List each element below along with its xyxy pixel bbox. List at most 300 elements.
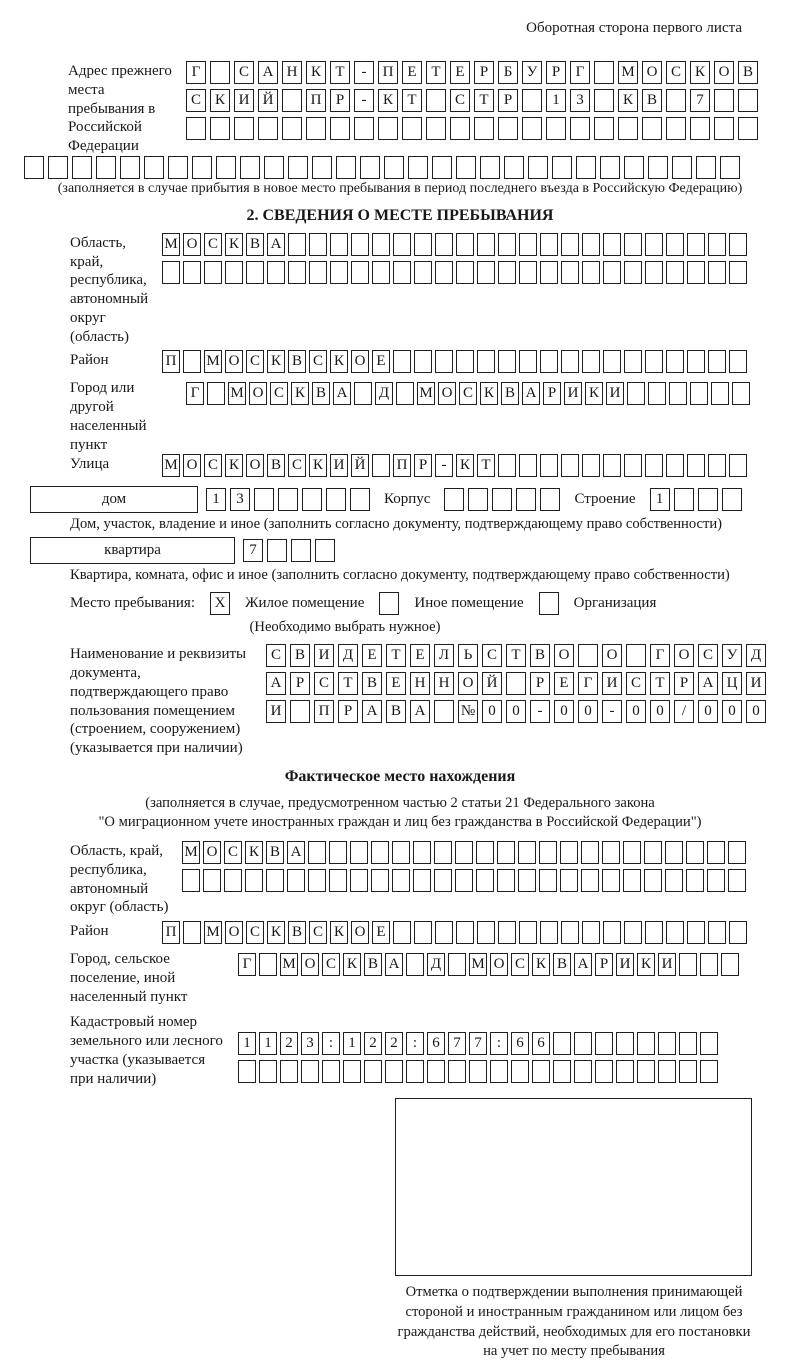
char-cell	[414, 921, 432, 944]
char-cell: П	[162, 350, 180, 373]
char-cell: Д	[338, 644, 358, 667]
char-cell	[561, 261, 579, 284]
stamp-caption: Отметка о подтверждении выполнения принимающей стороной и иностранным гражданином или лицом без гражданства действий, необходимых для его постановки на учет по месту пребывания	[397, 1284, 751, 1360]
char-cell: У	[522, 61, 542, 84]
char-cell: Т	[474, 89, 494, 112]
char-cell: П	[378, 61, 398, 84]
char-cell	[434, 841, 452, 864]
char-cell	[729, 261, 747, 284]
char-cell: К	[267, 921, 285, 944]
char-cell	[282, 89, 302, 112]
char-cell	[594, 117, 614, 140]
char-cell	[480, 156, 500, 179]
char-cell: Р	[674, 672, 694, 695]
actual-location-title: Фактическое место нахождения	[284, 767, 516, 785]
char-cell-row	[444, 488, 560, 511]
char-cell	[519, 233, 537, 256]
char-cell: В	[364, 953, 382, 976]
char-cell	[532, 1060, 550, 1083]
char-cell-row	[243, 539, 335, 562]
char-cell: Е	[372, 921, 390, 944]
char-cell: Г	[186, 382, 204, 405]
actual-city-label: Город, сельское поселение, иной населенный пункт	[70, 951, 188, 1005]
char-cell: О	[183, 233, 201, 256]
char-cell	[183, 350, 201, 373]
char-cell	[674, 488, 694, 511]
char-cell: П	[162, 921, 180, 944]
street-label: Улица	[70, 456, 110, 473]
document-label: Наименование и реквизиты документа, подтверждающего право пользования помещением (строением, сооружением) (указывается при наличии)	[70, 646, 247, 756]
char-cell	[666, 89, 686, 112]
char-cell	[96, 156, 116, 179]
char-cell: 6	[511, 1032, 529, 1055]
house-note: Дом, участок, владение и иное (заполнить согласно документу, подтверждающему право собственности)	[70, 516, 723, 533]
char-cell: 3	[301, 1032, 319, 1055]
char-cell	[666, 261, 684, 284]
char-cell: И	[606, 382, 624, 405]
city-field	[70, 378, 800, 454]
char-cell-row	[162, 261, 747, 284]
char-cell	[477, 921, 495, 944]
section2-title: 2. СВЕДЕНИЯ О МЕСТЕ ПРЕБЫВАНИЯ	[246, 206, 554, 224]
char-cell	[729, 350, 747, 373]
street-field	[70, 454, 800, 482]
char-cell	[498, 921, 516, 944]
char-cell	[722, 488, 742, 511]
char-cell: А	[385, 953, 403, 976]
char-cell	[287, 869, 305, 892]
char-cell-row	[186, 382, 750, 405]
char-cell: А	[410, 700, 430, 723]
region-label: Область, край, республика, автономный округ (область)	[70, 234, 149, 345]
char-cell	[384, 156, 404, 179]
char-cell-row	[162, 454, 747, 477]
char-cell	[528, 156, 548, 179]
char-cell: -	[354, 89, 374, 112]
char-cell	[432, 156, 452, 179]
char-cell-row	[238, 1060, 718, 1083]
char-cell	[679, 1060, 697, 1083]
char-cell	[372, 261, 390, 284]
char-cell	[637, 1032, 655, 1055]
char-cell	[582, 233, 600, 256]
char-cell: Д	[427, 953, 445, 976]
char-cell	[240, 156, 260, 179]
char-cell: М	[228, 382, 246, 405]
char-cell	[414, 233, 432, 256]
char-cell: О	[490, 953, 508, 976]
char-cell	[714, 117, 734, 140]
char-cell	[385, 1060, 403, 1083]
char-cell	[539, 869, 557, 892]
char-cell	[455, 841, 473, 864]
char-cell	[378, 117, 398, 140]
char-cell-row	[186, 117, 758, 140]
char-cell: Е	[362, 644, 382, 667]
char-cell: Т	[426, 61, 446, 84]
char-cell: Т	[477, 454, 495, 477]
char-cell	[665, 841, 683, 864]
char-cell: Е	[450, 61, 470, 84]
char-cell-row	[266, 672, 766, 695]
char-cell: И	[602, 672, 622, 695]
char-cell-row	[238, 1032, 718, 1055]
char-cell: Т	[386, 644, 406, 667]
char-cell	[302, 488, 322, 511]
char-cell	[434, 700, 454, 723]
char-cell: С	[482, 644, 502, 667]
char-cell	[308, 841, 326, 864]
char-cell	[291, 539, 311, 562]
char-cell	[210, 61, 230, 84]
char-cell: Р	[414, 454, 432, 477]
char-cell: К	[343, 953, 361, 976]
char-cell: Р	[474, 61, 494, 84]
char-cell: К	[225, 233, 243, 256]
cadastre-label: Кадастровый номер земельного или лесного участка (указывается при наличии)	[70, 1014, 223, 1087]
char-cell: К	[637, 953, 655, 976]
char-cell: 7	[469, 1032, 487, 1055]
char-cell	[645, 454, 663, 477]
checkbox-organization	[539, 592, 559, 615]
char-cell	[350, 841, 368, 864]
char-cell	[602, 869, 620, 892]
char-cell: 0	[722, 700, 742, 723]
char-cell: 0	[650, 700, 670, 723]
char-cell: Е	[402, 61, 422, 84]
char-cell	[497, 841, 515, 864]
char-cell	[234, 117, 254, 140]
char-cell	[561, 921, 579, 944]
char-cell	[624, 350, 642, 373]
char-cell: О	[249, 382, 267, 405]
char-cell: А	[287, 841, 305, 864]
char-cell: О	[554, 644, 574, 667]
char-cell	[708, 233, 726, 256]
char-cell	[603, 454, 621, 477]
char-cell	[120, 156, 140, 179]
char-cell	[48, 156, 68, 179]
char-cell	[576, 156, 596, 179]
char-cell	[687, 233, 705, 256]
prev-address-note: (заполняется в случае прибытия в новое место пребывания в период последнего въезда в Российскую Федерацию)	[57, 180, 743, 196]
char-cell	[168, 156, 188, 179]
char-cell	[540, 261, 558, 284]
char-cell	[700, 953, 718, 976]
char-cell: 1	[343, 1032, 361, 1055]
char-cell	[616, 1032, 634, 1055]
char-cell	[595, 1060, 613, 1083]
char-cell: Н	[282, 61, 302, 84]
char-cell: К	[330, 350, 348, 373]
char-cell: К	[245, 841, 263, 864]
char-cell: О	[246, 454, 264, 477]
char-cell: Г	[238, 953, 256, 976]
char-cell: Н	[410, 672, 430, 695]
char-cell: В	[501, 382, 519, 405]
char-cell: О	[225, 921, 243, 944]
char-cell	[427, 1060, 445, 1083]
char-cell: В	[290, 644, 310, 667]
char-cell: О	[351, 350, 369, 373]
char-cell: 1	[546, 89, 566, 112]
char-cell: Й	[351, 454, 369, 477]
char-cell: Й	[258, 89, 278, 112]
char-cell-row	[162, 233, 747, 256]
char-cell	[309, 233, 327, 256]
actual-city-field	[70, 949, 800, 1006]
char-cell: 0	[554, 700, 574, 723]
char-cell	[435, 261, 453, 284]
char-cell	[456, 233, 474, 256]
char-cell	[360, 156, 380, 179]
char-cell: М	[204, 350, 222, 373]
char-cell: С	[288, 454, 306, 477]
stay-type-note: (Необходимо выбрать нужное)	[249, 619, 441, 636]
char-cell	[666, 350, 684, 373]
char-cell: С	[626, 672, 646, 695]
char-cell	[637, 1060, 655, 1083]
char-cell	[301, 1060, 319, 1083]
char-cell	[707, 841, 725, 864]
char-cell	[698, 488, 718, 511]
char-cell: :	[406, 1032, 424, 1055]
char-cell-row	[24, 156, 800, 179]
char-cell	[582, 921, 600, 944]
char-cell	[644, 869, 662, 892]
char-cell	[540, 488, 560, 511]
char-cell	[498, 350, 516, 373]
char-cell	[322, 1060, 340, 1083]
char-cell: А	[258, 61, 278, 84]
char-cell	[600, 156, 620, 179]
char-cell: М	[162, 233, 180, 256]
char-cell	[511, 1060, 529, 1083]
char-cell	[435, 350, 453, 373]
char-cell	[594, 61, 614, 84]
char-cell	[497, 869, 515, 892]
char-cell: Е	[410, 644, 430, 667]
char-cell: И	[658, 953, 676, 976]
char-cell	[516, 488, 536, 511]
char-cell	[455, 869, 473, 892]
char-cell	[350, 869, 368, 892]
char-cell	[456, 261, 474, 284]
char-cell	[553, 1032, 571, 1055]
char-cell	[330, 233, 348, 256]
char-cell	[666, 454, 684, 477]
char-cell: В	[642, 89, 662, 112]
char-cell: А	[333, 382, 351, 405]
char-cell	[474, 117, 494, 140]
char-cell: Т	[338, 672, 358, 695]
char-cell	[728, 841, 746, 864]
char-cell	[686, 841, 704, 864]
char-cell	[623, 841, 641, 864]
char-cell	[603, 233, 621, 256]
option-label-organization: Организация	[573, 595, 657, 612]
char-cell	[627, 382, 645, 405]
char-cell	[560, 869, 578, 892]
char-cell: /	[674, 700, 694, 723]
char-cell-row	[182, 869, 746, 892]
char-cell: Т	[650, 672, 670, 695]
char-cell: В	[738, 61, 758, 84]
char-cell	[623, 869, 641, 892]
char-cell: М	[618, 61, 638, 84]
char-cell	[444, 488, 464, 511]
char-cell	[350, 488, 370, 511]
char-cell	[224, 869, 242, 892]
char-cell: -	[530, 700, 550, 723]
char-cell: К	[378, 89, 398, 112]
char-cell	[477, 261, 495, 284]
char-cell	[435, 921, 453, 944]
char-cell	[309, 261, 327, 284]
char-cell	[581, 869, 599, 892]
char-cell	[518, 869, 536, 892]
char-cell: С	[459, 382, 477, 405]
apartment-note: Квартира, комната, офис и иное (заполнить согласно документу, подтверждающему право собственности)	[70, 567, 730, 584]
char-cell: 0	[482, 700, 502, 723]
char-cell	[658, 1032, 676, 1055]
char-cell: -	[354, 61, 374, 84]
char-cell	[540, 921, 558, 944]
checkbox-other-premises	[379, 592, 399, 615]
char-cell	[687, 454, 705, 477]
char-cell: К	[480, 382, 498, 405]
char-cell: Л	[434, 644, 454, 667]
char-cell: В	[386, 700, 406, 723]
char-cell: Ь	[458, 644, 478, 667]
char-cell	[426, 117, 446, 140]
prev-address-label: Адрес прежнего места пребывания в Российской Федерации	[68, 63, 172, 154]
char-cell	[354, 382, 372, 405]
char-cell	[186, 117, 206, 140]
char-cell-row	[266, 700, 766, 723]
char-cell: 1	[238, 1032, 256, 1055]
char-cell	[645, 921, 663, 944]
char-cell: В	[288, 921, 306, 944]
char-cell: 0	[578, 700, 598, 723]
char-cell	[519, 454, 537, 477]
char-cell: 1	[206, 488, 226, 511]
char-cell	[254, 488, 274, 511]
char-cell: У	[722, 644, 742, 667]
char-cell	[504, 156, 524, 179]
char-cell	[72, 156, 92, 179]
district-field	[70, 350, 800, 378]
char-cell: Р	[338, 700, 358, 723]
char-cell	[624, 156, 644, 179]
char-cell	[506, 672, 526, 695]
char-cell-row	[162, 350, 747, 373]
char-cell: М	[182, 841, 200, 864]
char-cell-row	[650, 488, 742, 511]
char-cell: А	[266, 672, 286, 695]
char-cell: 2	[364, 1032, 382, 1055]
char-cell: О	[714, 61, 734, 84]
char-cell	[642, 117, 662, 140]
char-cell	[203, 869, 221, 892]
char-cell	[574, 1060, 592, 1083]
char-cell	[720, 156, 740, 179]
char-cell	[582, 350, 600, 373]
prev-address-cells	[186, 61, 758, 156]
char-cell: 0	[506, 700, 526, 723]
char-cell: В	[266, 841, 284, 864]
stay-type-label: Место пребывания:	[70, 595, 195, 612]
char-cell	[413, 841, 431, 864]
char-cell	[393, 261, 411, 284]
char-cell: М	[469, 953, 487, 976]
char-cell: М	[280, 953, 298, 976]
char-cell: Т	[402, 89, 422, 112]
prev-address-block	[68, 61, 800, 156]
char-cell	[581, 841, 599, 864]
char-cell	[402, 117, 422, 140]
char-cell	[658, 1060, 676, 1083]
char-cell	[574, 1032, 592, 1055]
char-cell: И	[234, 89, 254, 112]
char-cell	[721, 953, 739, 976]
char-cell: Р	[543, 382, 561, 405]
char-cell: Р	[498, 89, 518, 112]
char-cell	[666, 117, 686, 140]
char-cell	[603, 921, 621, 944]
char-cell: Д	[375, 382, 393, 405]
char-cell	[354, 117, 374, 140]
char-cell: А	[522, 382, 540, 405]
char-cell	[450, 117, 470, 140]
char-cell	[456, 921, 474, 944]
char-cell: К	[291, 382, 309, 405]
char-cell	[679, 1032, 697, 1055]
char-cell: И	[616, 953, 634, 976]
apartment-row	[30, 537, 800, 564]
char-cell	[498, 454, 516, 477]
char-cell: Ц	[722, 672, 742, 695]
char-cell	[728, 869, 746, 892]
char-cell: П	[314, 700, 334, 723]
char-cell	[477, 233, 495, 256]
char-cell: С	[266, 644, 286, 667]
page-side-note: Оборотная сторона первого листа	[526, 20, 742, 36]
char-cell	[372, 233, 390, 256]
char-cell	[162, 261, 180, 284]
char-cell	[708, 454, 726, 477]
char-cell: №	[458, 700, 478, 723]
char-cell	[561, 350, 579, 373]
char-cell: С	[204, 454, 222, 477]
char-cell	[267, 539, 287, 562]
char-cell	[259, 1060, 277, 1083]
char-cell: С	[322, 953, 340, 976]
char-cell	[290, 700, 310, 723]
char-cell	[522, 89, 542, 112]
char-cell	[210, 117, 230, 140]
char-cell	[729, 921, 747, 944]
char-cell: 2	[385, 1032, 403, 1055]
char-cell	[264, 156, 284, 179]
char-cell	[669, 382, 687, 405]
char-cell	[204, 261, 222, 284]
char-cell	[312, 156, 332, 179]
char-cell	[714, 89, 734, 112]
char-cell: О	[183, 454, 201, 477]
char-cell: 2	[280, 1032, 298, 1055]
char-cell	[708, 350, 726, 373]
